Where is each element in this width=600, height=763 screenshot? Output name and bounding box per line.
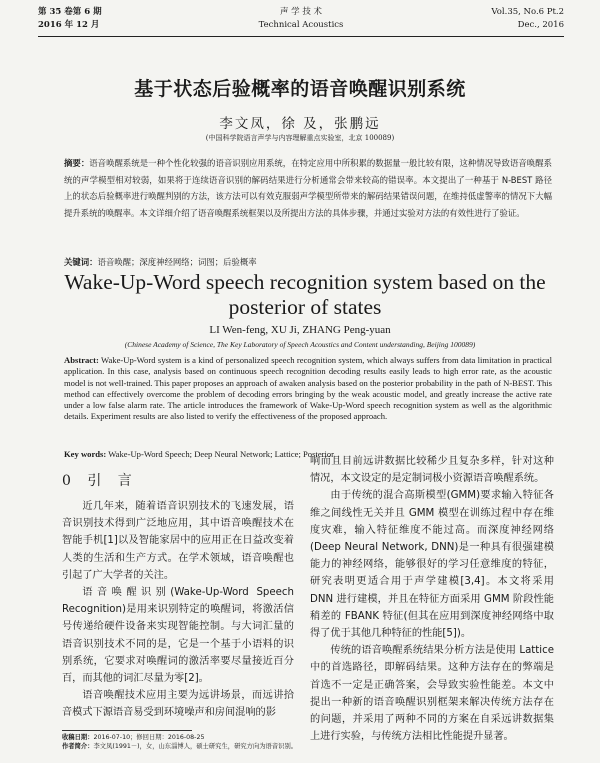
footnote xyxy=(62,733,302,751)
footnote-author xyxy=(62,742,302,751)
footnote-received xyxy=(62,733,302,742)
paragraph: 语音唤醒技术应用主要为远讲场景，而远讲拾音模式下源语音易受到环境噪声和房间混响的影 xyxy=(62,690,294,719)
abstract-en-text: Wake-Up-Word system is a kind of personalized speech recognition system, which always suffers from data limitation in practical application. In this case, analysis based on continuous speech recognition decoding results easily leads to high error rate, as the acoustic model is not well-trained. This paper proposes an approach of awaken analysis based on the posterior probability in the path of N-BEST. This method can effectively overcome the problem of decoding errors bringing by the weak acoustic model, and greatly increase the active rate under a low false alarm rate. The article introduces the framework of Wake-Up-Word speech recognition system as well as the algorithmic details. Experiment results are also listed to verify the effectiveness of the proposed approach. xyxy=(64,355,553,422)
paragraph: 传统的语音唤醒系统结果分析方法是使用 Lattice 中的首选路径，即解码结果。这种方法存在的弊端是首选不一定是正确答案，会导致实验性能差。本文中提出一种新的语音唤醒识别框架来解决传统方法存在的问题，并采用了两种不同的方案在自采远讲数据集上进行实验，与传统方法相比性能提升显著。 xyxy=(310,645,554,743)
journal-issue-en xyxy=(491,6,564,32)
journal-name xyxy=(38,6,564,32)
paragraph: 由于传统的混合高斯模型(GMM)要求输入特征各维之间线性无关并且 GMM 模型在训练过程中存在维度灾难，输入特征维度不能过高。而深度神经网络(Deep Neural Network, DNN)是一种具有很强建模能力的神经网络，能够很好的学习任意维度的特征，研究表明更适合用于声学建模[3,4]。本文将采用 DNN 进行建模，并且在特征方面采用 GMM 阶段性能稍差的 FBANK 特征(但其在应用到深度神经网络中取得了优于其他几种特征的性能[5])。 xyxy=(310,490,554,640)
journal-volume-en: Vol.35, No.6 Pt.2 xyxy=(491,7,564,17)
footnote-author-text: 李文凤(1991－)，女，山东淄博人，硕士研究生，研究方向为语音识别。 xyxy=(93,743,298,750)
paragraph: 语音唤醒识别(Wake-Up-Word Speech Recognition)是用来识别特定的唤醒词，将激活信号传递给硬件设备来实现智能控制。与大词汇量的语音识别技术不同的是，它是一个基于小语料的识别系统，它要求对唤醒词的激活率要尽量接近百分百，而其他的词汇尽量为零[2]。 xyxy=(62,587,294,685)
abstract-cn xyxy=(64,155,552,221)
authors-cn: 李文凤，徐 及，张鹏远 xyxy=(219,116,381,132)
body-column-left xyxy=(62,498,294,722)
keywords-cn-text: 语音唤醒；深度神经网络；词图；后验概率 xyxy=(97,257,257,267)
body-column-right xyxy=(310,453,554,745)
journal-volume-cn: 第 35 卷第 6 期 xyxy=(38,7,102,17)
affiliation-cn: (中国科学院语言声学与内容理解重点实验室，北京 100089) xyxy=(205,134,395,142)
abstract-cn-text: 语音唤醒系统是一种个性化较强的语音识别应用系统，在特定应用中所积累的数据量一般比较有限，这种情况导致语音唤醒系统的声学模型相对较弱，如果将于连续语音识别的解码结果进行分析通常会带来较高的错误率。本文提出了一种基于 N-BEST 路径上的状态后验概率进行唤醒判别的方法，该方法可以有效克服弱声学模型所带来的解码结果错误问题，在维持低虚警率的情况下大幅提升系统的唤醒率。本文详细介绍了语音唤醒系统框架以及所提出方法的具体步骤，并通过实验对方法的有效性进行了验证。 xyxy=(64,158,553,218)
journal-name-en: Technical Acoustics xyxy=(258,20,344,30)
keywords-en-text: Wake-Up-Word Speech; Deep Neural Network; Lattice; Posterior xyxy=(108,449,335,459)
journal-date-cn: 2016 年 12 月 xyxy=(38,20,100,30)
affiliation-en: (Chinese Academy of Science, The Key Laboratory of Speech Acoustics and Content understanding, Beijing 100089) xyxy=(124,340,476,349)
footnote-rule xyxy=(62,730,192,731)
paper-title-cn: 基于状态后验概率的语音唤醒识别系统 xyxy=(134,78,466,100)
abstract-en-label: Abstract: xyxy=(64,355,99,365)
paragraph: 近几年来，随着语音识别技术的飞速发展，语音识别技术得到广泛地应用，其中语音唤醒技术在智能手机[1]以及智能家居中的应用正在日益改变着人类的生活和生产方式。在学术领域，语音唤醒也引起了广大学者的关注。 xyxy=(62,501,294,581)
header-rule xyxy=(38,36,564,37)
keywords-en-label: Key words: xyxy=(64,449,107,459)
footnote-received-label: 收稿日期： xyxy=(62,734,94,741)
keywords-cn xyxy=(64,256,552,269)
keywords-cn-label: 关键词： xyxy=(64,257,98,267)
section-heading-introduction: 0 引 言 xyxy=(62,473,138,489)
authors-en: LI Wen-feng, XU Ji, ZHANG Peng-yuan xyxy=(209,324,391,336)
footnote-author-label: 作者简介： xyxy=(62,743,94,750)
footnote-received-text: 2016-07-10；修回日期：2016-08-25 xyxy=(93,734,205,741)
journal-name-cn: 声 学 技 术 xyxy=(279,7,323,17)
abstract-en xyxy=(64,355,552,423)
journal-date-en: Dec., 2016 xyxy=(517,20,564,30)
paper-title-en: Wake-Up-Word speech recognition system based on the posterior of states xyxy=(64,270,546,319)
abstract-cn-label: 摘要： xyxy=(64,158,90,168)
paragraph: 响而且目前远讲数据比较稀少且复杂多样，针对这种情况，本文设定的是定制词极小资源语音唤醒系统。 xyxy=(310,456,554,485)
running-header xyxy=(38,6,564,36)
